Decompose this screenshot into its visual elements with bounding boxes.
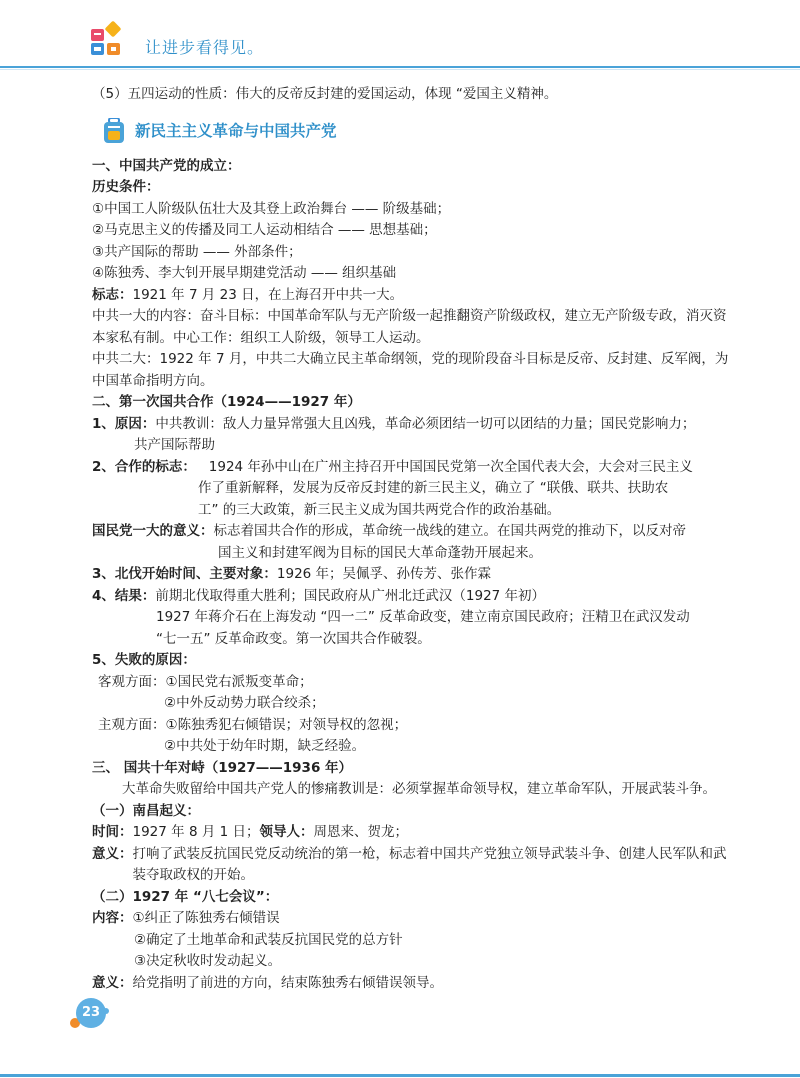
s3-meaning2	[92, 973, 732, 995]
s2-result-line3: “七一五” 反革命政变。第一次国共合作破裂。	[156, 630, 431, 647]
s2-objective-2: ②中外反动势力联合绞杀；	[164, 695, 325, 711]
s3-time-text: 1927 年 8 月 1 日；	[132, 824, 260, 840]
s3-lesson: 大革命失败留给中国共产党人的惨痛教训是：必须掌握革命领导权，建立革命军队，开展武装斗争。	[122, 781, 716, 797]
s3-time-label: 时间：	[92, 824, 133, 840]
s3-meaning2-text: 给党指明了前进的方向，结束陈独秀右倾错误领导。	[132, 974, 443, 991]
condition-item: ②马克思主义的传播及同工人运动相结合 —— 思想基础；	[92, 222, 437, 238]
page-header	[0, 0, 800, 70]
s3-leader-label: 领导人：	[259, 824, 314, 840]
s3-august7-heading: （二）1927 年 “八七会议”：	[92, 888, 279, 905]
s2-result-line2: 1927 年蒋介石在上海发动 “四一二” 反革命政变，建立南京国民政府；汪精卫在武汉发动	[156, 609, 690, 625]
s2-kmt	[92, 521, 732, 543]
s2-sign-line3: 工” 的三大政策，新三民主义成为国共两党合作的政治基础。	[198, 501, 561, 518]
s2-failure-label: 5、失败的原因：	[92, 652, 196, 668]
s2-subjective-label: 主观方面：	[98, 716, 166, 733]
s3-time	[92, 822, 732, 844]
s2-sign-line2: 作了重新解释，发展为反帝反封建的新三民主义，确立了 “联俄、联共、扶助农	[198, 480, 669, 496]
s2-subjective-2: ②中共处于幼年时期，缺乏经验。	[164, 738, 366, 754]
s2-result-line1: 前期北伐取得重大胜利；国民政府从广州北迁武汉（1927 年初）	[155, 587, 546, 604]
s2-sign-label: 2、合作的标志：	[92, 458, 196, 475]
decor-dot-blue	[103, 1008, 109, 1014]
s3-meaning2-label: 意义：	[92, 974, 133, 991]
s2-expedition-label: 3、北伐开始时间、主要对象：	[92, 566, 277, 582]
s3-heading: 三、 国共十年对峙（1927——1936 年）	[92, 759, 353, 776]
s2-reason-line2: 共产国际帮助	[134, 437, 215, 453]
s2-reason-line1: 中共教训：敌人力量异常强大且凶残，革命必须团结一切可以团结的力量；国民党影响力；	[155, 415, 696, 432]
s3-meaning-text: 打响了武装反抗国民党反动统治的第一枪，标志着中国共产党独立领导武装斗争、创建人民军队和武装夺取政权的开始。	[132, 845, 727, 883]
s3-meaning	[92, 844, 732, 887]
s2-result-label: 4、结果：	[92, 587, 156, 604]
s1-symbol-label: 标志：	[92, 286, 133, 303]
s3-nanchang-heading: （一）南昌起义：	[92, 802, 200, 819]
backpack-icon	[102, 118, 126, 144]
s1-conditions-label: 历史条件：	[92, 179, 160, 195]
s2-subjective-1: ①陈独秀犯右倾错误；对领导权的忽视；	[165, 716, 408, 733]
condition-item: ③共产国际的帮助 —— 外部条件；	[92, 243, 302, 260]
s3-content-2: ②确定了土地革命和武装反抗国民党的总方针	[134, 931, 403, 948]
s1-first-congress: 中共一大的内容：奋斗目标：中国革命军队与无产阶级一起推翻资产阶级政权，建立无产阶级专政，消灭资本家私有制。中心工作：组织工人阶级，领导工人运动。	[92, 308, 727, 346]
brand-logo-icon	[91, 21, 123, 55]
s2-objective	[92, 672, 732, 694]
s2-expedition	[92, 564, 732, 586]
s2-sign	[92, 457, 732, 479]
s3-meaning-label: 意义：	[92, 845, 133, 862]
s2-result	[92, 586, 732, 608]
s1-symbol-text: 1921 年 7 月 23 日，在上海召开中共一大。	[132, 286, 404, 303]
s2-reason-label: 1、原因：	[92, 415, 156, 432]
s2-expedition-text: 1926 年；吴佩孚、孙传芳、张作霖	[276, 566, 492, 582]
s1-symbol	[92, 285, 732, 307]
s2-kmt-line1: 标志着国共合作的形成，革命统一战线的建立。在国共两党的推动下，以反对帝	[213, 523, 686, 539]
s2-reason	[92, 414, 732, 436]
s1-heading: 一、中国共产党的成立：	[92, 157, 241, 174]
section-title-text: 新民主主义革命与中国共产党	[135, 121, 337, 140]
brand-slogan: 让进步看得见。	[145, 38, 265, 57]
s3-content	[92, 908, 732, 930]
section-title	[92, 116, 732, 150]
s2-objective-label: 客观方面：	[98, 673, 166, 690]
page-number: 23	[76, 998, 106, 1028]
s2-kmt-label: 国民党一大的意义：	[92, 523, 214, 539]
condition-item: ①中国工人阶级队伍壮大及其登上政治舞台 —— 阶级基础；	[92, 200, 451, 217]
intro-line: （5）五四运动的性质：伟大的反帝反封建的爱国运动，体现 “爱国主义精神。	[92, 86, 558, 102]
header-divider	[0, 66, 800, 68]
s2-kmt-line2: 国主义和封建军阀为目标的国民大革命蓬勃开展起来。	[218, 544, 542, 561]
s3-leader-text: 周恩来、贺龙；	[313, 824, 408, 840]
condition-item: ④陈独秀、李大钊开展早期建党活动 —— 组织基础	[92, 265, 397, 281]
s1-second-congress: 中共二大：1922 年 7 月，中共二大确立民主革命纲领，党的现阶段奋斗目标是反帝、反封建、反军阀，为中国革命指明方向。	[92, 351, 729, 389]
s2-sign-line1: 1924 年孙中山在广州主持召开中国国民党第一次全国代表大会，大会对三民主义	[208, 458, 693, 475]
s3-content-label: 内容：	[92, 910, 133, 926]
s2-heading: 二、第一次国共合作（1924——1927 年）	[92, 394, 361, 410]
footer-divider	[0, 1074, 800, 1077]
s3-content-1: ①纠正了陈独秀右倾错误	[132, 910, 280, 926]
s2-objective-1: ①国民党右派叛变革命；	[165, 673, 313, 690]
header-divider-thin	[0, 69, 800, 70]
document-body	[92, 84, 732, 994]
s2-subjective	[92, 715, 732, 737]
s3-content-3: ③决定秋收时发动起义。	[134, 953, 282, 969]
